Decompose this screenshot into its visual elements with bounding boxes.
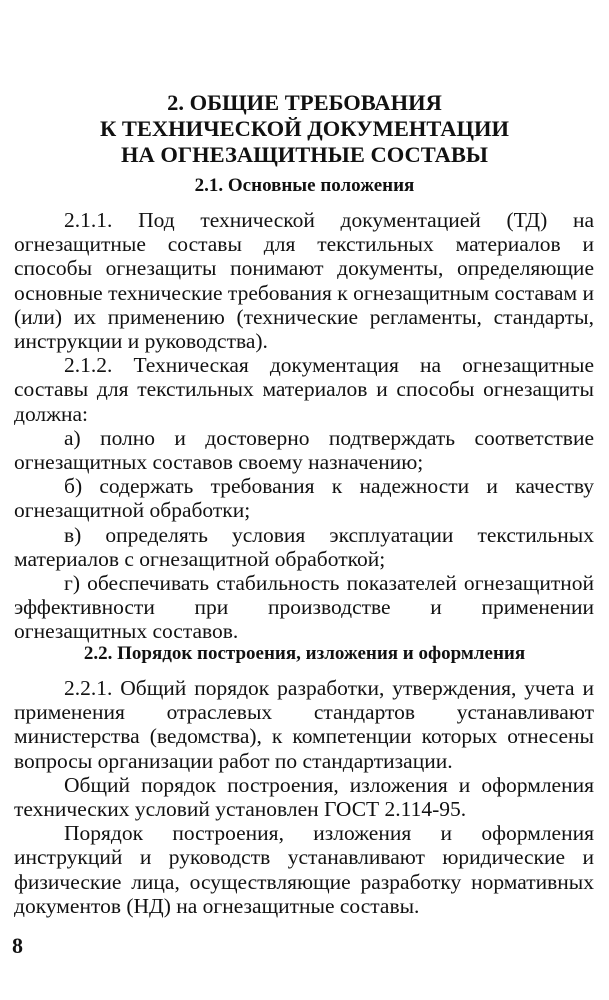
section-2-2-body	[14, 676, 594, 918]
list-item-v: в) определять условия эксплуатации текстильных материалов с огнезащитной обработкой;	[14, 522, 594, 571]
page-number: 8	[12, 933, 23, 958]
paragraph-2-2-3: Порядок построения, изложения и оформления инструкций и руководств устанавливают юридические и физические лица, осуществляющие разработку нормативных документов (НД) на огнезащитные составы.	[14, 821, 594, 918]
list-item-a: а) полно и достоверно подтверждать соответствие огнезащитных составов своему назначению;	[14, 425, 594, 475]
chapter-title	[0, 90, 609, 168]
chapter-title-line-3: НА ОГНЕЗАЩИТНЫЕ СОСТАВЫ	[120, 142, 489, 167]
list-item-g: г) обеспечивать стабильность показателей огнезащитной эффективности при производстве и применении огнезащитных составов.	[14, 571, 594, 644]
paragraph-2-2-1: 2.2.1. Общий порядок разработки, утверждения, учета и применения отраслевых стандартов устанавливают министерства (ведомства), к компетенции которых отнесены вопросы организации работ по стандартизации.	[14, 676, 594, 773]
chapter-title-line-1: 2. ОБЩИЕ ТРЕБОВАНИЯ	[167, 90, 442, 115]
paragraph-2-1-1: 2.1.1. Под технической документацией (ТД) на огнезащитные составы для текстильных материалов и способы огнезащиты понимают документы, определяющие основные технические требования к огнезащитным составам и (или) их применению (технические регламенты, стандарты, инструкции и руководства).	[14, 208, 594, 354]
list-item-b: б) содержать требования к надежности и качеству огнезащитной обработки;	[14, 474, 594, 523]
paragraph-2-2-2: Общий порядок построения, изложения и оформления технических условий установлен ГОСТ 2.114-95.	[14, 772, 594, 822]
section-2-1-body	[14, 208, 594, 644]
paragraph-2-1-2: 2.1.2. Техническая документация на огнезащитные составы для текстильных материалов и способы огнезащиты должна:	[14, 353, 594, 426]
chapter-title-line-2: К ТЕХНИЧЕСКОЙ ДОКУМЕНТАЦИИ	[99, 116, 510, 141]
section-title-2-2: 2.2. Порядок построения, изложения и оформления	[83, 643, 526, 664]
section-title-2-1: 2.1. Основные положения	[194, 175, 415, 196]
